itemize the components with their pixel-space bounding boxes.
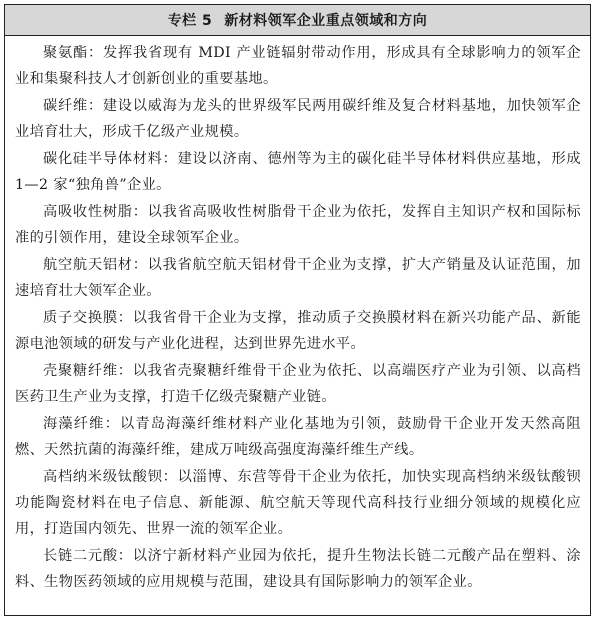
item-aerospace-aluminum: 航空航天铝材：以我省航空航天铝材骨干企业为支撑，扩大产销量及认证范围，加速培育壮大领军企业。 — [15, 257, 581, 299]
column-box — [4, 4, 591, 616]
item-nano-barium-titanate: 高档纳米级钛酸钡：以淄博、东营等骨干企业为依托，加快实现高档纳米级钛酸钡功能陶瓷材料在电子信息、新能源、航空航天等现代高科技行业细分领域的规模化应用，打造国内领先、世界一流的领军企业。 — [15, 469, 581, 537]
column-number: 专栏 5 — [167, 13, 213, 29]
item-superabsorbent-resin: 高吸收性树脂：以我省高吸收性树脂骨干企业为依托，发挥自主知识产权和国际标准的引领作用，建设全球领军企业。 — [15, 204, 581, 246]
item-carbon-fiber: 碳纤维：建设以威海为龙头的世界级军民两用碳纤维及复合材料基地，加快领军企业培育壮大，形成千亿级产业规模。 — [15, 98, 581, 140]
item-proton-exchange-membrane: 质子交换膜：以我省骨干企业为支撑，推动质子交换膜材料在新兴功能产品、新能源电池领域的研发与产业化进程，达到世界先进水平。 — [15, 310, 581, 352]
item-alginate-fiber: 海藻纤维：以青岛海藻纤维材料产业化基地为引领，鼓励骨干企业开发天然高阻燃、天然抗菌的海藻纤维，建成万吨级高强度海藻纤维生产线。 — [15, 416, 581, 458]
column-header — [5, 5, 590, 36]
item-long-chain-diacid: 长链二元酸：以济宁新材料产业园为依托，提升生物法长链二元酸产品在塑料、涂料、生物医药领域的应用规模与范围，建设具有国际影响力的领军企业。 — [15, 548, 581, 590]
item-polyurethane: 聚氨酯：发挥我省现有 MDI 产业链辐射带动作用，形成具有全球影响力的领军企业和集聚科技人才创新创业的重要基地。 — [15, 45, 581, 87]
item-sic-semiconductor: 碳化硅半导体材料：建设以济南、德州等为主的碳化硅半导体材料供应基地，形成 1—2 家“独角兽”企业。 — [15, 151, 581, 193]
column-title: 新材料领军企业重点领域和方向 — [224, 13, 428, 29]
column-content — [5, 36, 590, 595]
item-chitosan-fiber: 壳聚糖纤维：以我省壳聚糖纤维骨干企业为依托、以高端医疗产业为引领、以高档医药卫生产业为支撑，打造千亿级壳聚糖产业链。 — [15, 363, 581, 405]
